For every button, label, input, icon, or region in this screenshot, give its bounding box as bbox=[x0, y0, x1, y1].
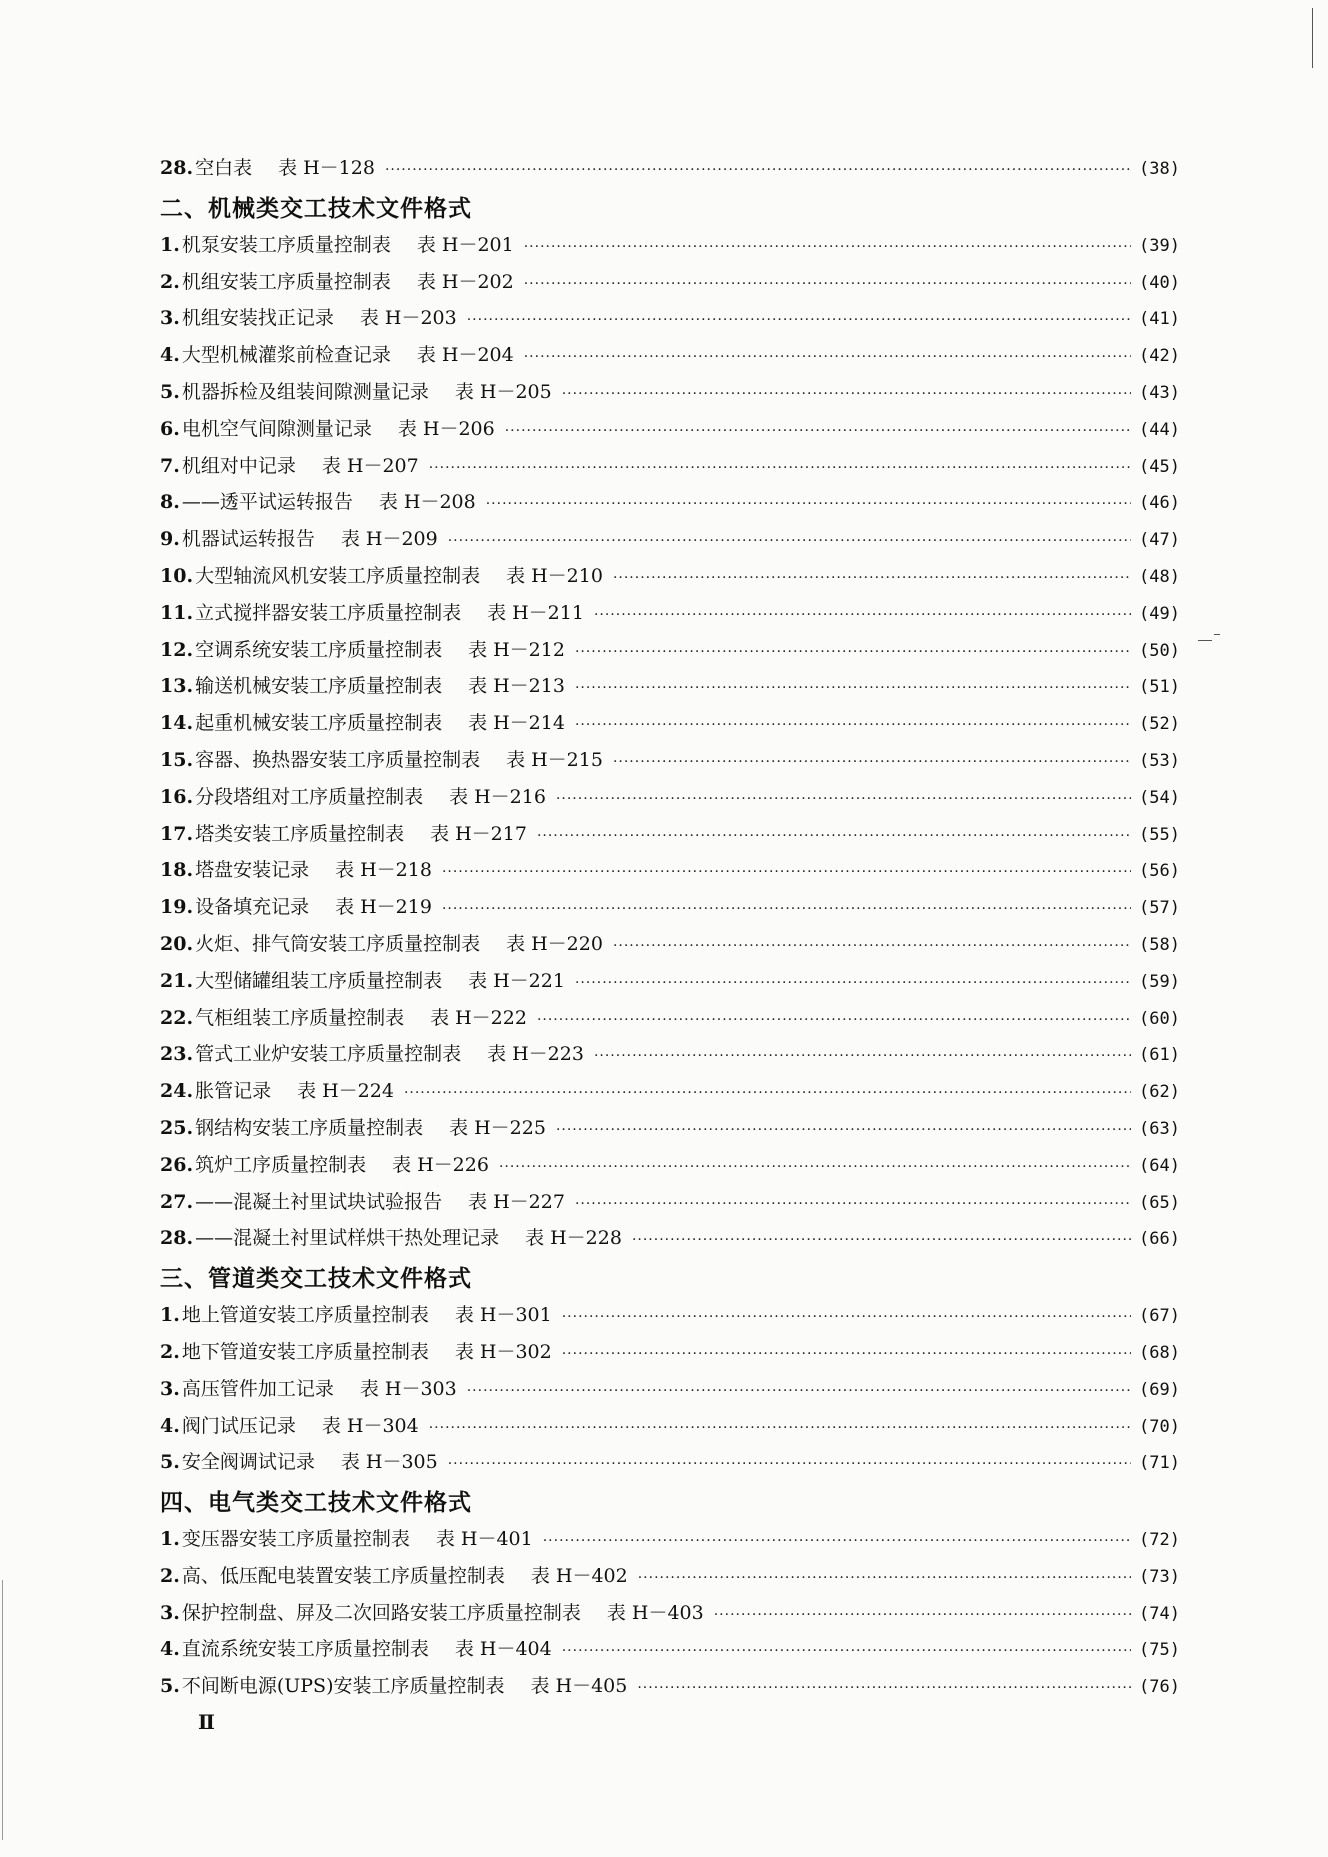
form-code: 表 H－216 bbox=[449, 785, 546, 808]
dot-leader bbox=[505, 413, 1131, 450]
form-code: 表 H－402 bbox=[530, 1564, 628, 1587]
entry-title: 机组安装工序质量控制表 bbox=[181, 270, 391, 293]
scan-mark bbox=[2, 1580, 3, 1840]
toc-entry bbox=[160, 227, 1180, 264]
form-code: 表 H－202 bbox=[416, 270, 514, 293]
dot-leader bbox=[556, 1112, 1131, 1149]
page-reference: (63) bbox=[1139, 1118, 1180, 1139]
form-code: 表 H－405 bbox=[530, 1675, 628, 1698]
dot-leader bbox=[385, 152, 1131, 189]
entry-number: 24. bbox=[160, 1080, 194, 1103]
page-reference: (49) bbox=[1139, 603, 1180, 624]
form-code: 表 H－303 bbox=[359, 1377, 457, 1400]
form-code: 表 H－228 bbox=[525, 1227, 622, 1250]
dot-leader bbox=[714, 1597, 1131, 1634]
toc-entry bbox=[160, 816, 1180, 853]
toc-entry bbox=[160, 1668, 1180, 1705]
dot-leader bbox=[637, 1670, 1131, 1707]
form-code: 表 H－305 bbox=[340, 1451, 438, 1474]
toc-entry bbox=[160, 150, 1180, 187]
entry-number: 13. bbox=[160, 675, 194, 698]
entry-title: 输送机械安装工序质量控制表 bbox=[195, 675, 443, 698]
entry-number: 23. bbox=[160, 1043, 194, 1066]
form-code: 表 H－217 bbox=[430, 822, 527, 845]
entry-title: 不间断电源(UPS)安装工序质量控制表 bbox=[181, 1675, 505, 1698]
toc-entry bbox=[160, 852, 1180, 889]
toc-entry bbox=[160, 1521, 1180, 1558]
form-code: 表 H－301 bbox=[454, 1304, 552, 1327]
page-reference: (72) bbox=[1139, 1530, 1180, 1551]
entry-number: 20. bbox=[160, 932, 194, 955]
dot-leader bbox=[537, 818, 1131, 855]
entry-number: 7. bbox=[160, 454, 180, 477]
dot-leader bbox=[562, 1299, 1131, 1336]
page-reference: (69) bbox=[1139, 1379, 1180, 1400]
toc-entry bbox=[160, 1147, 1180, 1184]
toc-entry bbox=[160, 337, 1180, 374]
dot-leader bbox=[499, 1149, 1131, 1186]
dot-leader bbox=[524, 229, 1131, 266]
entry-title: 分段塔组对工序质量控制表 bbox=[195, 785, 424, 808]
entry-title: 大型轴流风机安装工序质量控制表 bbox=[195, 564, 481, 587]
page-reference: (53) bbox=[1139, 750, 1180, 771]
toc-entry bbox=[160, 558, 1180, 595]
page-reference: (39) bbox=[1139, 235, 1180, 256]
scan-mark bbox=[1312, 8, 1313, 68]
entry-title: ——混凝土衬里试样烘干热处理记录 bbox=[195, 1227, 500, 1250]
page-reference: (45) bbox=[1139, 456, 1180, 477]
form-code: 表 H－214 bbox=[468, 712, 565, 735]
toc-entry bbox=[160, 1595, 1180, 1632]
entry-title: 胀管记录 bbox=[195, 1080, 272, 1103]
form-code: 表 H－304 bbox=[321, 1414, 419, 1437]
entry-number: 5. bbox=[160, 1451, 180, 1474]
page-reference: (65) bbox=[1139, 1192, 1180, 1213]
entry-title: 安全阀调试记录 bbox=[181, 1451, 315, 1474]
entry-title: 高压管件加工记录 bbox=[181, 1377, 334, 1400]
form-code: 表 H－204 bbox=[416, 344, 514, 367]
entry-number: 19. bbox=[160, 896, 194, 919]
page-reference: (71) bbox=[1139, 1453, 1180, 1474]
page-reference: (61) bbox=[1139, 1045, 1180, 1066]
page-reference: (46) bbox=[1139, 493, 1180, 514]
entry-title: 塔盘安装记录 bbox=[195, 859, 310, 882]
entry-title: 大型储罐组装工序质量控制表 bbox=[195, 969, 443, 992]
dot-leader bbox=[594, 1038, 1131, 1075]
page-reference: (62) bbox=[1139, 1082, 1180, 1103]
entry-number: 28. bbox=[160, 157, 194, 179]
page-reference: (75) bbox=[1139, 1640, 1180, 1661]
toc-entry bbox=[160, 264, 1180, 301]
dot-leader bbox=[486, 486, 1131, 523]
entry-title: 地下管道安装工序质量控制表 bbox=[181, 1340, 429, 1363]
toc-entry bbox=[160, 374, 1180, 411]
page-reference: (40) bbox=[1139, 272, 1180, 293]
dot-leader bbox=[448, 523, 1131, 560]
entry-number: 10. bbox=[160, 564, 194, 587]
entry-number: 3. bbox=[160, 1377, 180, 1400]
dot-leader bbox=[429, 450, 1131, 487]
dot-leader bbox=[562, 1633, 1131, 1670]
entry-title: 管式工业炉安装工序质量控制表 bbox=[195, 1043, 462, 1066]
section-heading: 四、电气类交工技术文件格式 bbox=[160, 1490, 472, 1517]
page-reference: (64) bbox=[1139, 1155, 1180, 1176]
page-reference: (38) bbox=[1139, 159, 1180, 179]
form-code: 表 H－220 bbox=[506, 932, 603, 955]
form-code: 表 H－223 bbox=[487, 1043, 584, 1066]
page-reference: (44) bbox=[1139, 419, 1180, 440]
toc-entry bbox=[160, 448, 1180, 485]
page-reference: (50) bbox=[1139, 640, 1180, 661]
entry-title: 钢结构安装工序质量控制表 bbox=[195, 1116, 424, 1139]
dot-leader bbox=[467, 302, 1131, 339]
page-reference: (76) bbox=[1139, 1677, 1180, 1698]
form-code: 表 H－225 bbox=[449, 1116, 546, 1139]
entry-number: 3. bbox=[160, 307, 180, 330]
entry-title: 变压器安装工序质量控制表 bbox=[181, 1528, 410, 1551]
toc-entry bbox=[160, 1184, 1180, 1221]
toc-entry bbox=[160, 1220, 1180, 1257]
entry-title: 筑炉工序质量控制表 bbox=[195, 1153, 367, 1176]
toc-entry bbox=[160, 1558, 1180, 1595]
form-code: 表 H－212 bbox=[468, 638, 565, 661]
page-reference: (74) bbox=[1139, 1603, 1180, 1624]
entry-title: 塔类安装工序质量控制表 bbox=[195, 822, 405, 845]
toc-entry bbox=[160, 484, 1180, 521]
form-code: 表 H－205 bbox=[454, 380, 552, 403]
entry-number: 28. bbox=[160, 1227, 194, 1250]
dot-leader bbox=[562, 376, 1131, 413]
entry-number: 5. bbox=[160, 1675, 180, 1698]
dot-leader bbox=[467, 1373, 1131, 1410]
entry-title: 空调系统安装工序质量控制表 bbox=[195, 638, 443, 661]
toc-entry bbox=[160, 1334, 1180, 1371]
toc-entry bbox=[160, 521, 1180, 558]
toc-entry bbox=[160, 632, 1180, 669]
entry-number: 1. bbox=[160, 233, 180, 256]
toc-entry bbox=[160, 779, 1180, 816]
page-reference: (54) bbox=[1139, 787, 1180, 808]
entry-number: 4. bbox=[160, 344, 180, 367]
toc-entry bbox=[160, 963, 1180, 1000]
dot-leader bbox=[429, 1410, 1131, 1447]
entry-title: 电机空气间隙测量记录 bbox=[181, 417, 372, 440]
toc-entry bbox=[160, 1073, 1180, 1110]
form-code: 表 H－206 bbox=[397, 417, 495, 440]
entry-number: 1. bbox=[160, 1304, 180, 1327]
entry-title: 直流系统安装工序质量控制表 bbox=[181, 1638, 429, 1661]
form-code: 表 H－209 bbox=[340, 528, 438, 551]
entry-number: 16. bbox=[160, 785, 194, 808]
form-code: 表 H－215 bbox=[506, 748, 603, 771]
entry-title: 机泵安装工序质量控制表 bbox=[181, 233, 391, 256]
page-reference: (73) bbox=[1139, 1566, 1180, 1587]
toc-entry bbox=[160, 1110, 1180, 1147]
entry-number: 2. bbox=[160, 1564, 180, 1587]
form-code: 表 H－226 bbox=[392, 1153, 489, 1176]
entry-number: 8. bbox=[160, 491, 180, 514]
entry-number: 5. bbox=[160, 380, 180, 403]
page-reference: (52) bbox=[1139, 714, 1180, 735]
page-reference: (48) bbox=[1139, 566, 1180, 587]
entry-title: 机组对中记录 bbox=[181, 454, 296, 477]
entry-title: 空白表 bbox=[195, 157, 253, 179]
entry-title: 起重机械安装工序质量控制表 bbox=[195, 712, 443, 735]
toc-entry bbox=[160, 1408, 1180, 1445]
dot-leader bbox=[613, 560, 1131, 597]
toc-entry bbox=[160, 705, 1180, 742]
entry-title: 立式搅拌器安装工序质量控制表 bbox=[195, 601, 462, 624]
toc-entry bbox=[160, 300, 1180, 337]
toc-entry bbox=[160, 1036, 1180, 1073]
form-code: 表 H－222 bbox=[430, 1006, 527, 1029]
section-heading: 三、管道类交工技术文件格式 bbox=[160, 1266, 472, 1293]
page-reference: (51) bbox=[1139, 677, 1180, 698]
dot-leader bbox=[575, 670, 1131, 707]
dot-leader bbox=[613, 928, 1131, 965]
dot-leader bbox=[638, 1560, 1131, 1597]
toc-entry bbox=[160, 926, 1180, 963]
dot-leader bbox=[575, 965, 1131, 1002]
entry-number: 14. bbox=[160, 712, 194, 735]
dot-leader bbox=[575, 707, 1131, 744]
dot-leader bbox=[632, 1222, 1131, 1259]
form-code: 表 H－208 bbox=[378, 491, 476, 514]
entry-number: 6. bbox=[160, 417, 180, 440]
entry-title: 机组安装找正记录 bbox=[181, 307, 334, 330]
form-code: 表 H－224 bbox=[297, 1080, 394, 1103]
entry-number: 11. bbox=[160, 601, 194, 624]
entry-title: ——混凝土衬里试块试验报告 bbox=[195, 1190, 443, 1213]
entry-number: 3. bbox=[160, 1601, 180, 1624]
entry-number: 2. bbox=[160, 270, 180, 293]
dot-leader bbox=[524, 339, 1131, 376]
form-code: 表 H－218 bbox=[335, 859, 432, 882]
entry-title: 大型机械灌浆前检查记录 bbox=[181, 344, 391, 367]
form-code: 表 H－401 bbox=[435, 1528, 533, 1551]
toc-entry bbox=[160, 595, 1180, 632]
page-reference: (42) bbox=[1139, 346, 1180, 367]
page-number: Ⅱ bbox=[198, 1710, 215, 1734]
entry-number: 18. bbox=[160, 859, 194, 882]
page-reference: (59) bbox=[1139, 971, 1180, 992]
entry-number: 1. bbox=[160, 1528, 180, 1551]
form-code: 表 H－207 bbox=[321, 454, 419, 477]
page-reference: (55) bbox=[1139, 824, 1180, 845]
entry-title: 高、低压配电装置安装工序质量控制表 bbox=[181, 1564, 505, 1587]
page-reference: (57) bbox=[1139, 898, 1180, 919]
form-code: 表 H－201 bbox=[416, 233, 514, 256]
toc-entry bbox=[160, 1371, 1180, 1408]
page-reference: (43) bbox=[1139, 382, 1180, 403]
dot-leader bbox=[556, 781, 1131, 818]
entry-title: 机器试运转报告 bbox=[181, 528, 315, 551]
form-code: 表 H－128 bbox=[278, 157, 375, 179]
form-code: 表 H－404 bbox=[454, 1638, 552, 1661]
dot-leader bbox=[562, 1336, 1131, 1373]
dot-leader bbox=[594, 597, 1131, 634]
toc-entry bbox=[160, 1297, 1180, 1334]
toc-entry bbox=[160, 668, 1180, 705]
entry-title: 设备填充记录 bbox=[195, 896, 310, 919]
toc-entry bbox=[160, 411, 1180, 448]
form-code: 表 H－227 bbox=[468, 1190, 565, 1213]
entry-title: ——透平试运转报告 bbox=[181, 491, 353, 514]
toc-entry bbox=[160, 1000, 1180, 1037]
dot-leader bbox=[537, 1002, 1131, 1039]
toc-entry bbox=[160, 1444, 1180, 1481]
entry-number: 15. bbox=[160, 748, 194, 771]
page-reference: (60) bbox=[1139, 1008, 1180, 1029]
form-code: 表 H－219 bbox=[335, 896, 432, 919]
entry-number: 4. bbox=[160, 1638, 180, 1661]
entry-number: 4. bbox=[160, 1414, 180, 1437]
form-code: 表 H－203 bbox=[359, 307, 457, 330]
page-reference: (70) bbox=[1139, 1416, 1180, 1437]
dot-leader bbox=[524, 266, 1131, 303]
dot-leader bbox=[575, 634, 1131, 671]
page-reference: (41) bbox=[1139, 309, 1180, 330]
entry-title: 气柜组装工序质量控制表 bbox=[195, 1006, 405, 1029]
form-code: 表 H－221 bbox=[468, 969, 565, 992]
scan-mark bbox=[1214, 634, 1220, 635]
page-reference: (58) bbox=[1139, 934, 1180, 955]
toc-entry bbox=[160, 742, 1180, 779]
entry-number: 26. bbox=[160, 1153, 194, 1176]
dot-leader bbox=[613, 744, 1131, 781]
page-reference: (66) bbox=[1139, 1229, 1180, 1250]
dot-leader bbox=[442, 854, 1131, 891]
dot-leader bbox=[543, 1523, 1131, 1560]
entry-title: 容器、换热器安装工序质量控制表 bbox=[195, 748, 481, 771]
form-code: 表 H－302 bbox=[454, 1340, 552, 1363]
entry-number: 2. bbox=[160, 1340, 180, 1363]
entry-title: 地上管道安装工序质量控制表 bbox=[181, 1304, 429, 1327]
entry-number: 17. bbox=[160, 822, 194, 845]
entry-number: 27. bbox=[160, 1190, 194, 1213]
entry-number: 12. bbox=[160, 638, 194, 661]
form-code: 表 H－213 bbox=[468, 675, 565, 698]
form-code: 表 H－403 bbox=[606, 1601, 704, 1624]
entry-number: 9. bbox=[160, 528, 180, 551]
form-code: 表 H－210 bbox=[506, 564, 603, 587]
entry-title: 机器拆检及组装间隙测量记录 bbox=[181, 380, 429, 403]
page-reference: (47) bbox=[1139, 530, 1180, 551]
entry-number: 25. bbox=[160, 1116, 194, 1139]
page-reference: (68) bbox=[1139, 1342, 1180, 1363]
dot-leader bbox=[404, 1075, 1131, 1112]
toc-entry bbox=[160, 889, 1180, 926]
entry-title: 保护控制盘、屏及二次回路安装工序质量控制表 bbox=[181, 1601, 581, 1624]
dot-leader bbox=[448, 1446, 1131, 1483]
page-reference: (67) bbox=[1139, 1306, 1180, 1327]
table-of-contents bbox=[160, 150, 1180, 1705]
page-reference: (56) bbox=[1139, 861, 1180, 882]
entry-title: 火炬、排气筒安装工序质量控制表 bbox=[195, 932, 481, 955]
dot-leader bbox=[575, 1186, 1131, 1223]
entry-number: 21. bbox=[160, 969, 194, 992]
form-code: 表 H－211 bbox=[487, 601, 584, 624]
scan-mark bbox=[1198, 640, 1212, 641]
dot-leader bbox=[442, 891, 1131, 928]
entry-title: 阀门试压记录 bbox=[181, 1414, 296, 1437]
section-heading: 二、机械类交工技术文件格式 bbox=[160, 195, 472, 222]
toc-entry bbox=[160, 1631, 1180, 1668]
entry-number: 22. bbox=[160, 1006, 194, 1029]
